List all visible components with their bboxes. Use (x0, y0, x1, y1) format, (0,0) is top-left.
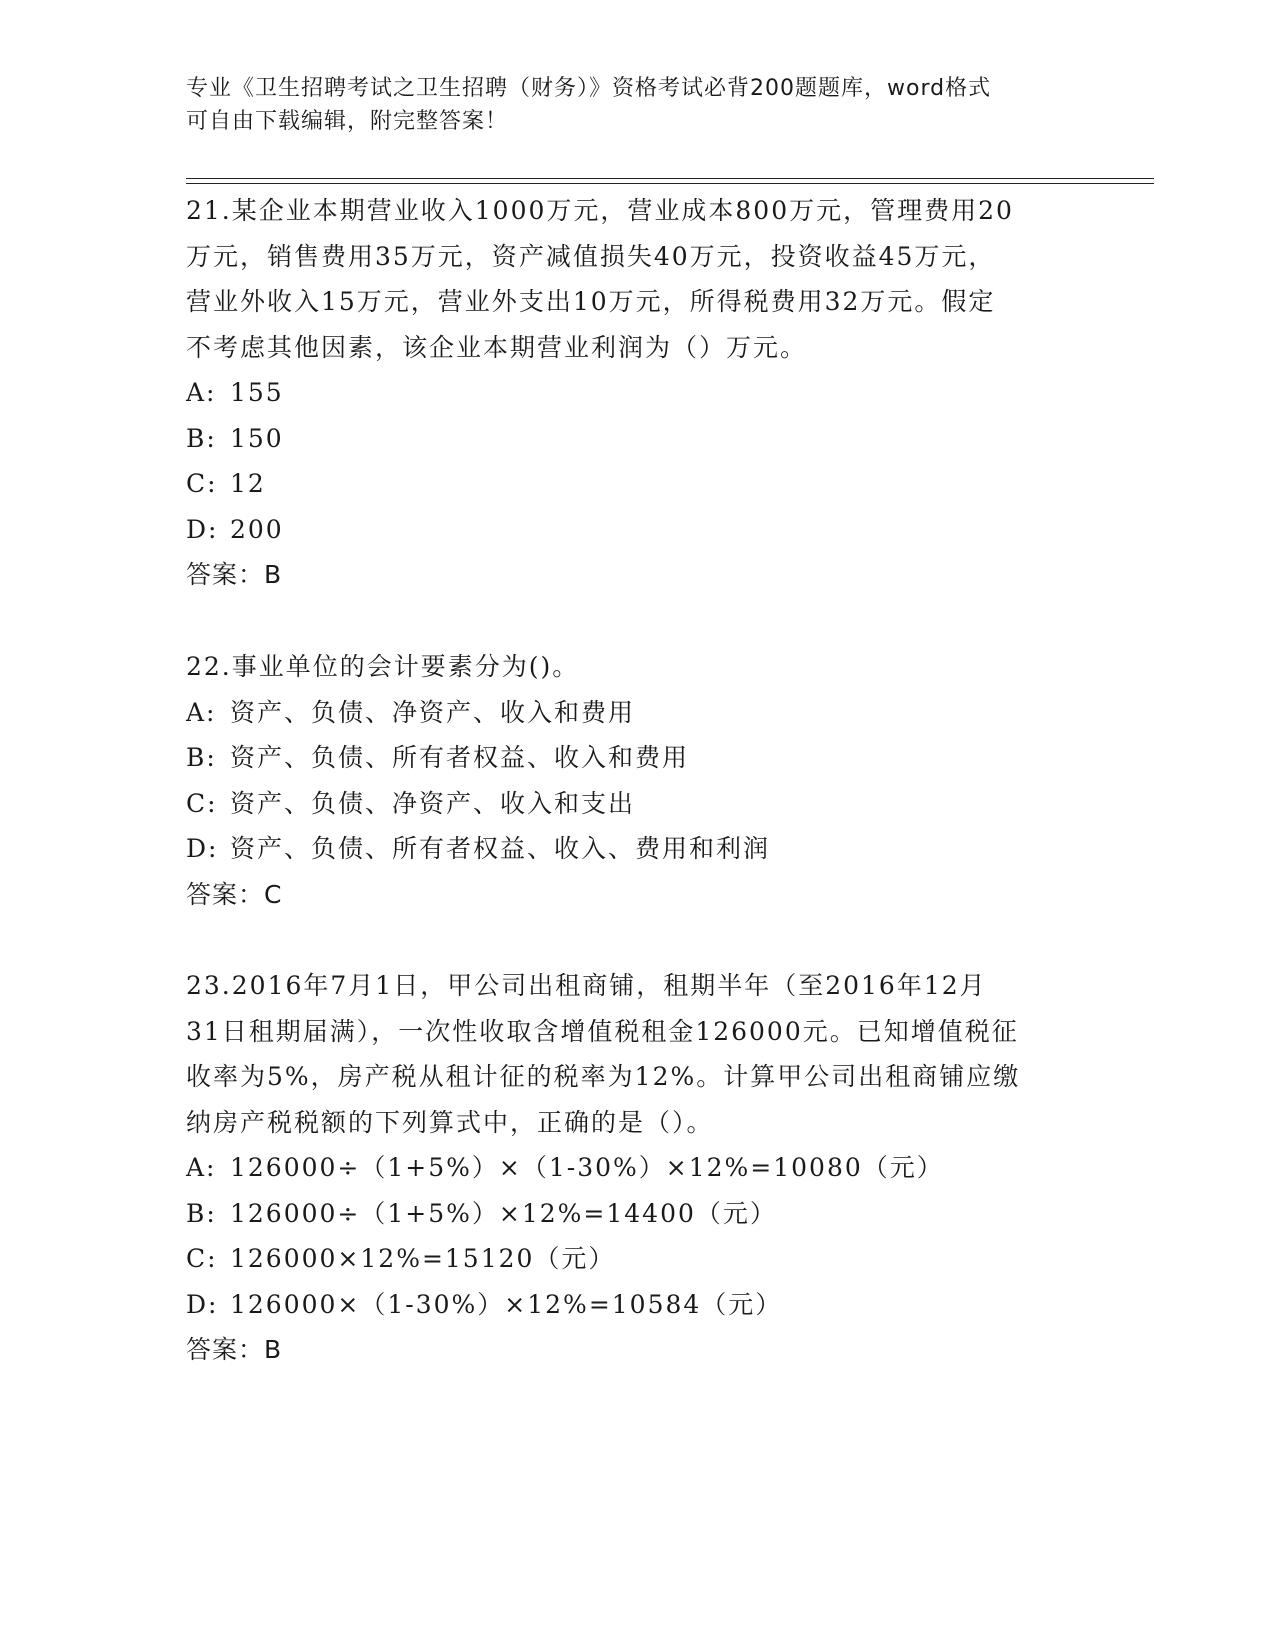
option-label: C: (186, 788, 218, 818)
option-label: C: (186, 1244, 218, 1273)
option-label: B: (186, 1198, 217, 1228)
option-c (186, 781, 1086, 827)
option-d (186, 826, 1086, 872)
option-text: 155 (230, 378, 284, 407)
option-label: B: (186, 423, 217, 453)
question-23 (186, 963, 1086, 1373)
answer-line: 答案：B (186, 560, 283, 589)
stem-line: 31日租期届满），一次性收取含增值税租金126000元。已知增值税征 (186, 1016, 1019, 1046)
option-text: 资产、负债、净资产、收入和支出 (230, 788, 636, 818)
option-label: A: (186, 378, 217, 407)
answer-line: 答案：C (186, 879, 283, 909)
option-text: 126000×（1-30%）×12%=10584（元） (230, 1289, 783, 1319)
stem-line: 23.2016年7月1日，甲公司出租商铺，租期半年（至2016年12月 (186, 971, 987, 1000)
option-d (186, 1282, 1086, 1328)
question-stem (186, 963, 1086, 1145)
option-a (186, 370, 1086, 416)
option-label: B: (186, 743, 217, 772)
header-line-1: 专业《卫生招聘考试之卫生招聘（财务）》资格考试必背200题题库，word格式 (186, 76, 992, 101)
option-text: 12 (230, 469, 266, 498)
option-b (186, 1191, 1086, 1237)
option-c (186, 461, 1086, 507)
question-22 (186, 644, 1086, 917)
option-text: 资产、负债、所有者权益、收入、费用和利润 (230, 834, 771, 863)
option-d (186, 507, 1086, 553)
option-label: D: (186, 1289, 219, 1319)
option-text: 200 (230, 514, 284, 544)
option-text: 150 (230, 423, 284, 453)
option-b (186, 416, 1086, 462)
option-text: 126000÷（1+5%）×（1-30%）×12%=10080（元） (230, 1153, 944, 1182)
option-c (186, 1236, 1086, 1282)
stem-line: 收率为5%，房产税从租计征的税率为12%。计算甲公司出租商铺应缴 (186, 1062, 1021, 1091)
option-text: 资产、负债、净资产、收入和费用 (230, 697, 636, 727)
option-label: A: (186, 697, 217, 727)
question-stem (186, 644, 1086, 690)
stem-line: 纳房产税税额的下列算式中，正确的是（）。 (186, 1107, 714, 1137)
option-label: D: (186, 514, 219, 544)
answer-line: 答案：B (186, 1335, 283, 1364)
stem-line: 22.事业单位的会计要素分为()。 (186, 652, 580, 681)
header-divider-top (186, 178, 1154, 179)
option-label: C: (186, 469, 218, 498)
question-stem (186, 188, 1086, 370)
document-header (186, 72, 1066, 138)
option-a (186, 1145, 1086, 1191)
stem-line: 万元，销售费用35万元，资产减值损失40万元，投资收益45万元， (186, 241, 996, 271)
option-label: A: (186, 1153, 217, 1182)
option-a (186, 690, 1086, 736)
option-text: 126000÷（1+5%）×12%=14400（元） (230, 1198, 777, 1228)
header-divider-bottom (186, 183, 1154, 184)
option-text: 资产、负债、所有者权益、收入和费用 (230, 743, 690, 772)
option-label: D: (186, 834, 219, 863)
question-21 (186, 188, 1086, 598)
option-b (186, 735, 1086, 781)
stem-line: 不考虑其他因素，该企业本期营业利润为（）万元。 (186, 332, 808, 362)
stem-line: 营业外收入15万元，营业外支出10万元，所得税费用32万元。假定 (186, 287, 996, 316)
header-line-2: 可自由下载编辑，附完整答案！ (186, 109, 509, 134)
option-text: 126000×12%=15120（元） (230, 1244, 616, 1273)
stem-line: 21.某企业本期营业收入1000万元，营业成本800万元，管理费用20 (186, 196, 1014, 225)
